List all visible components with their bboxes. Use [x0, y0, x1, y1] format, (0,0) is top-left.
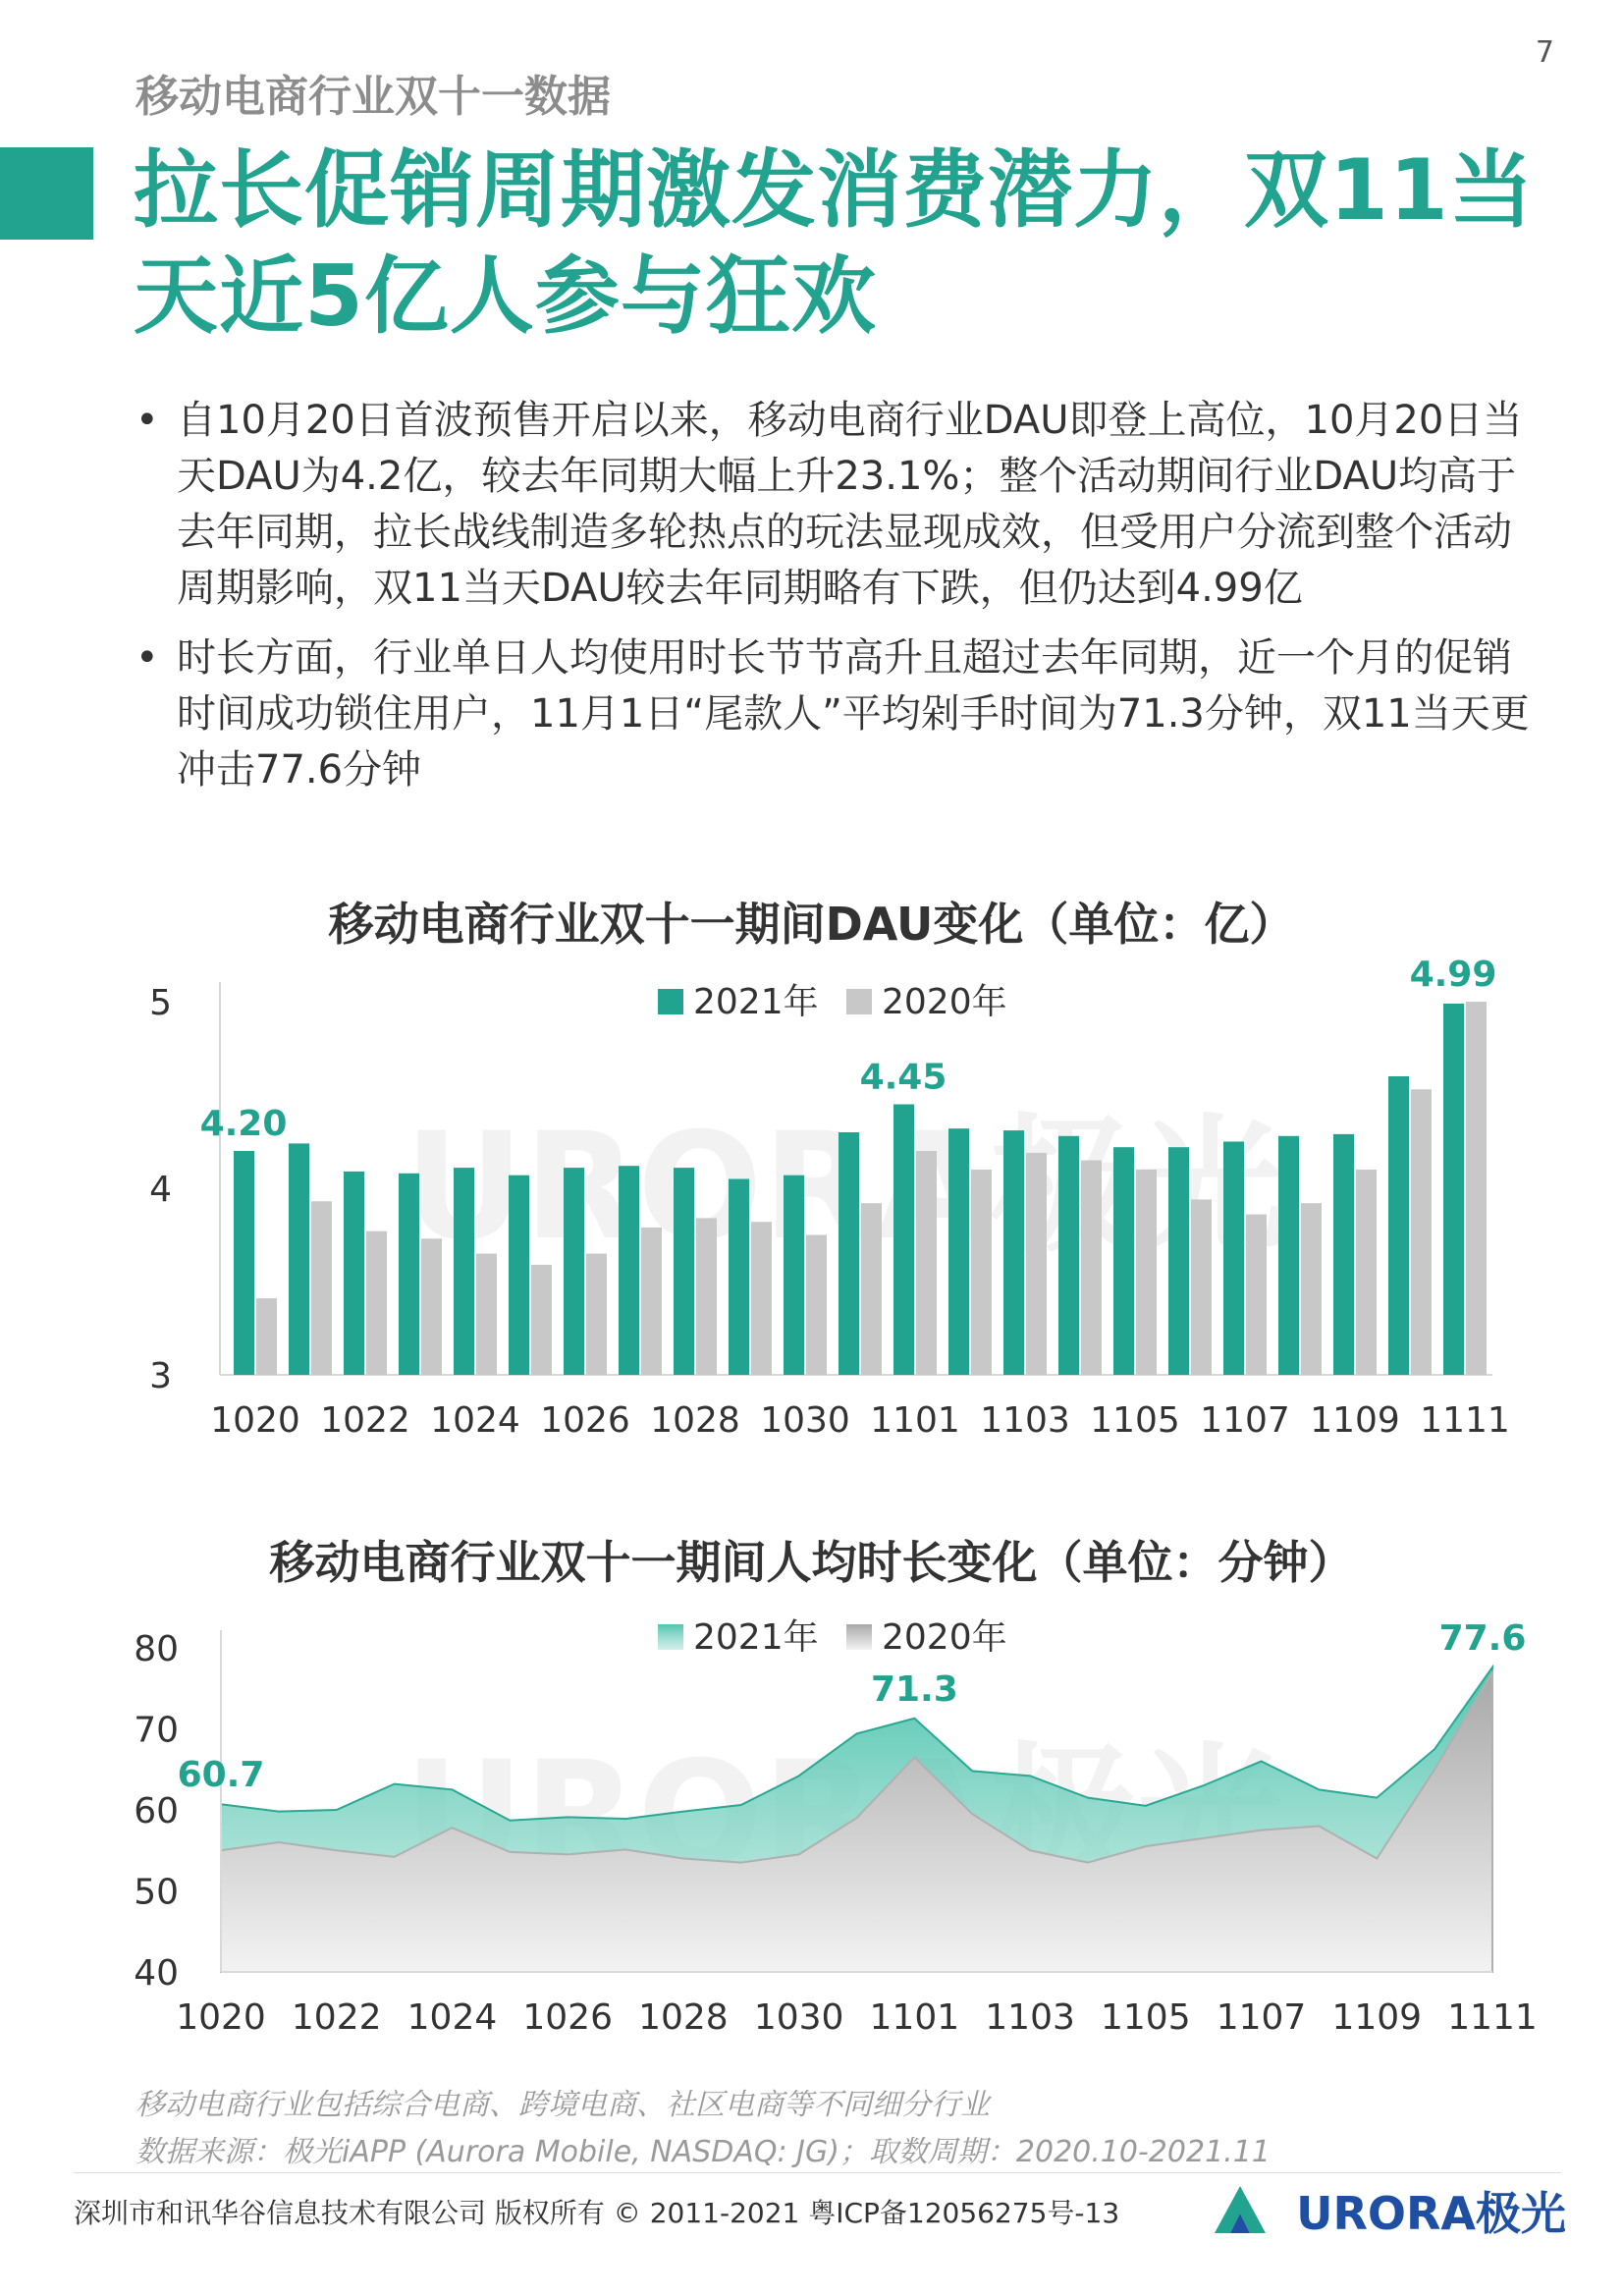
x-tick-label: 1111: [1447, 1997, 1538, 2038]
x-tick-label: 1103: [985, 1997, 1075, 2038]
bullet-text: 自10月20日首波预售开启以来，移动电商行业DAU即登上高位，10月20日当天DAU为4.2亿，较去年同期大幅上升23.1%；整个活动期间行业DAU均高于去年同期，拉长战线制造多轮热点的玩法显现成效，但受用户分流到整个活动周期影响，双11当天DAU较去年同期略有下跌，但仍达到4.99亿: [177, 398, 1523, 611]
legend-label: 2020年: [882, 982, 1007, 1022]
x-tick-label: 1109: [1310, 1400, 1400, 1441]
legend-label: 2020年: [882, 1617, 1007, 1658]
x-tick-label: 1020: [210, 1400, 300, 1441]
data-label: 4.99: [1409, 955, 1497, 995]
x-tick-label: 1030: [753, 1997, 844, 2038]
bar-2020-1021: [311, 1201, 332, 1375]
bar-2021-1105: [1113, 1147, 1134, 1375]
bar-2020-1101: [916, 1151, 937, 1375]
bar-2020-1031: [861, 1203, 882, 1375]
aurora-logo-icon: [1211, 2182, 1270, 2241]
section-title: 移动电商行业双十一数据: [135, 72, 611, 122]
bar-2021-1108: [1278, 1136, 1299, 1375]
legend-label: 2021年: [693, 1617, 819, 1658]
bar-2020-1111: [1466, 1002, 1487, 1375]
bar-2021-1030: [784, 1175, 804, 1375]
bullet-text: 时长方面，行业单日人均使用时长节节高升且超过去年同期，近一个月的促销时间成功锁住用户，11月1日“尾款人”平均剁手时间为71.3分钟，双11当天更冲击77.6分钟: [177, 635, 1530, 793]
bar-2021-1023: [399, 1174, 419, 1375]
y-tick-label: 60: [134, 1791, 179, 1831]
x-tick-label: 1022: [320, 1400, 410, 1441]
bar-2020-1105: [1136, 1170, 1157, 1375]
data-label: 60.7: [177, 1755, 265, 1796]
y-tick-label: 5: [149, 983, 172, 1023]
bar-2021-1106: [1168, 1147, 1189, 1375]
bar-2020-1029: [751, 1222, 772, 1375]
y-tick-label: 40: [134, 1953, 179, 1994]
bar-2021-1022: [344, 1172, 364, 1375]
bar-2020-1104: [1081, 1161, 1102, 1376]
footer-divider: [74, 2172, 1561, 2173]
x-tick-label: 1022: [291, 1997, 382, 2038]
bar-2020-1026: [586, 1254, 607, 1376]
headline: 拉长促销周期激发消费潜力，双11当天近5亿人参与狂欢: [134, 141, 1535, 346]
bar-2021-1110: [1388, 1076, 1409, 1375]
scope-note: 移动电商行业包括综合电商、跨境电商、社区电商等不同细分行业: [135, 2088, 990, 2122]
x-tick-label: 1020: [176, 1997, 266, 2038]
bar-2021-1029: [729, 1179, 749, 1376]
bar-2021-1021: [289, 1143, 309, 1375]
x-tick-label: 1028: [650, 1400, 740, 1441]
brand-logo-text: URORA极光: [1296, 2187, 1566, 2240]
x-tick-label: 1107: [1200, 1400, 1290, 1441]
copyright-footer: 深圳市和讯华谷信息技术有限公司 版权所有 © 2011-2021 粤ICP备12056275号-13: [74, 2197, 1120, 2229]
legend-swatch: [658, 1624, 683, 1650]
y-tick-label: 80: [134, 1629, 179, 1669]
x-tick-label: 1026: [540, 1400, 630, 1441]
x-tick-label: 1111: [1420, 1400, 1510, 1441]
x-tick-label: 1101: [870, 1400, 960, 1441]
bar-2020-1025: [531, 1265, 552, 1375]
headline-accent-bar: [0, 147, 93, 240]
bar-2021-1103: [1003, 1130, 1024, 1375]
y-tick-label: 3: [149, 1356, 172, 1396]
x-tick-label: 1109: [1331, 1997, 1423, 2038]
dau-chart-title: 移动电商行业双十一期间DAU变化（单位：亿）: [328, 898, 1295, 951]
data-label: 4.20: [199, 1104, 288, 1144]
page-number: 7: [1535, 35, 1554, 70]
duration-area-chart: [0, 1581, 1623, 2052]
bar-2021-1102: [948, 1128, 969, 1375]
bar-2020-1022: [366, 1231, 387, 1375]
bullet-list: [135, 393, 1540, 812]
bar-2020-1102: [971, 1170, 992, 1375]
bar-2020-1110: [1411, 1089, 1432, 1375]
bar-2021-1024: [454, 1168, 474, 1375]
y-tick-label: 4: [149, 1170, 172, 1210]
x-tick-label: 1024: [406, 1997, 498, 2038]
bar-2021-1026: [564, 1168, 584, 1375]
y-tick-label: 70: [134, 1710, 179, 1751]
bar-2021-1031: [839, 1132, 859, 1375]
data-label: 4.45: [859, 1057, 947, 1098]
bar-2021-1107: [1223, 1142, 1244, 1376]
source-note: 数据来源：极光iAPP (Aurora Mobile, NASDAQ: JG)；取数周期：2020.10-2021.11: [135, 2135, 1271, 2169]
x-tick-label: 1105: [1101, 1997, 1191, 2038]
dau-bar-chart: [0, 943, 1623, 1453]
bar-2021-1027: [619, 1166, 639, 1375]
bullet-item: [135, 630, 1540, 798]
bar-2021-1111: [1443, 1004, 1464, 1375]
x-tick-label: 1105: [1090, 1400, 1180, 1441]
bar-2020-1023: [421, 1238, 442, 1375]
duration-chart-title: 移动电商行业双十一期间人均时长变化（单位：分钟）: [269, 1536, 1354, 1589]
x-tick-label: 1101: [869, 1997, 960, 2038]
bar-2020-1106: [1191, 1199, 1212, 1375]
legend-label: 2021年: [693, 982, 819, 1022]
bar-2021-1104: [1058, 1136, 1079, 1375]
y-tick-label: 50: [134, 1872, 179, 1913]
bar-2020-1108: [1301, 1203, 1322, 1375]
bullet-dot-icon: •: [135, 398, 159, 443]
bar-2021-1025: [509, 1175, 529, 1375]
x-tick-label: 1030: [760, 1400, 850, 1441]
bar-2021-1028: [674, 1168, 694, 1375]
bar-2021-1020: [234, 1151, 254, 1375]
legend-swatch: [658, 989, 683, 1014]
bar-2020-1024: [476, 1254, 497, 1376]
bar-2021-1101: [893, 1105, 914, 1376]
bar-2020-1030: [806, 1235, 827, 1376]
legend-swatch: [846, 989, 872, 1014]
bullet-dot-icon: •: [135, 635, 159, 681]
bar-2020-1027: [641, 1228, 662, 1375]
bar-2020-1020: [256, 1298, 277, 1375]
bar-2020-1103: [1026, 1153, 1047, 1375]
x-tick-label: 1103: [980, 1400, 1070, 1441]
x-tick-label: 1026: [522, 1997, 613, 2038]
bar-2021-1109: [1333, 1134, 1354, 1375]
bar-2020-1028: [696, 1218, 717, 1375]
bar-2020-1109: [1356, 1170, 1377, 1375]
bullet-item: [135, 393, 1540, 617]
x-tick-label: 1024: [430, 1400, 520, 1441]
data-label: 77.6: [1438, 1617, 1527, 1659]
data-label: 71.3: [870, 1668, 958, 1710]
x-tick-label: 1028: [638, 1997, 729, 2038]
bar-2020-1107: [1246, 1215, 1267, 1375]
x-tick-label: 1107: [1216, 1997, 1307, 2038]
legend-swatch: [846, 1624, 872, 1650]
